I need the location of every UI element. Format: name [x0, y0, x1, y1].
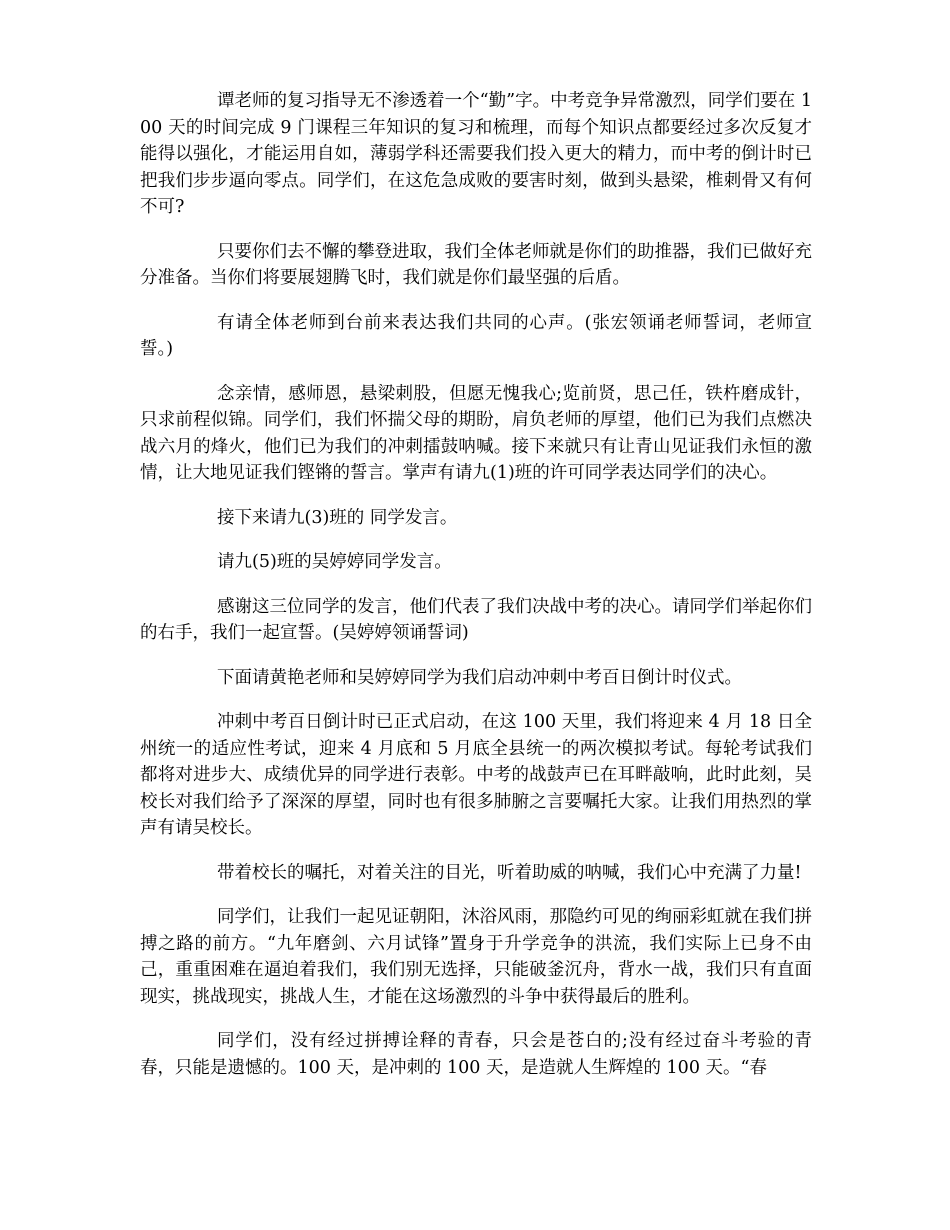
paragraph-2: 只要你们去不懈的攀登进取，我们全体老师就是你们的助推器，我们已做好充分准备。当你们将要展翅腾飞时，我们就是你们最坚强的后盾。	[140, 241, 812, 288]
paragraph-1: 谭老师的复习指导无不渗透着一个“勤”字。中考竞争异常激烈，同学们要在 100 天的时间完成 9 门课程三年知识的复习和梳理，而每个知识点都要经过多次反复才能得以强化，才能运用自如，薄弱学科还需要我们投入更大的精力，而中考的倒计时已把我们步步逼向零点。同学们，在这危急成败的要害时刻，做到头悬梁，椎刺骨又有何不可?	[140, 91, 812, 217]
paragraph-8: 下面请黄艳老师和吴婷婷同学为我们启动冲刺中考百日倒计时仪式。	[217, 667, 742, 688]
paragraph-3: 有请全体老师到台前来表达我们共同的心声。(张宏领诵老师誓词，老师宣誓。)	[140, 312, 812, 359]
paragraph-5: 接下来请九(3)班的 同学发言。	[217, 507, 458, 528]
paragraph-4: 念亲情，感师恩，悬梁刺股，但愿无愧我心;览前贤，思己任，铁杵磨成针，只求前程似锦。同学们，我们怀揣父母的期盼，肩负老师的厚望，他们已为我们点燃决战六月的烽火，他们已为我们的冲刺擂鼓呐喊。接下来就只有让青山见证我们永恒的激情，让大地见证我们铿锵的誓言。掌声有请九(1)班的许可同学表达同学们的决心。	[140, 383, 812, 483]
paragraph-10: 带着校长的嘱托，对着关注的目光，听着助威的呐喊，我们心中充满了力量!	[217, 862, 802, 883]
document-body	[140, 88, 812, 1099]
paragraph-12: 同学们，没有经过拼搏诠释的青春，只会是苍白的;没有经过奋斗考验的青春，只能是遗憾的。100 天，是冲刺的 100 天，是造就人生辉煌的 100 天。“春	[140, 1031, 812, 1078]
paragraph-6: 请九(5)班的吴婷婷同学发言。	[217, 552, 452, 572]
paragraph-9: 冲刺中考百日倒计时已正式启动，在这 100 天里，我们将迎来 4 月 18 日全州统一的适应性考试，迎来 4 月底和 5 月底全县统一的两次模拟考试。每轮考试我们都将对进步大、成绩优异的同学进行表彰。中考的战鼓声已在耳畔敲响，此时此刻，吴校长对我们给予了深深的厚望，同时也有很多肺腑之言要嘱托大家。让我们用热烈的掌声有请吴校长。	[140, 712, 812, 838]
paragraph-11: 同学们，让我们一起见证朝阳，沐浴风雨，那隐约可见的绚丽彩虹就在我们拼搏之路的前方。“九年磨剑、六月试锋”置身于升学竞争的洪流，我们实际上已身不由己，重重困难在逼迫着我们，我们别无选择，只能破釜沉舟，背水一战，我们只有直面现实，挑战现实，挑战人生，才能在这场激烈的斗争中获得最后的胜利。	[140, 907, 812, 1007]
paragraph-7: 感谢这三位同学的发言，他们代表了我们决战中考的决心。请同学们举起你们的右手，我们一起宣誓。(吴婷婷领诵誓词)	[140, 596, 812, 643]
